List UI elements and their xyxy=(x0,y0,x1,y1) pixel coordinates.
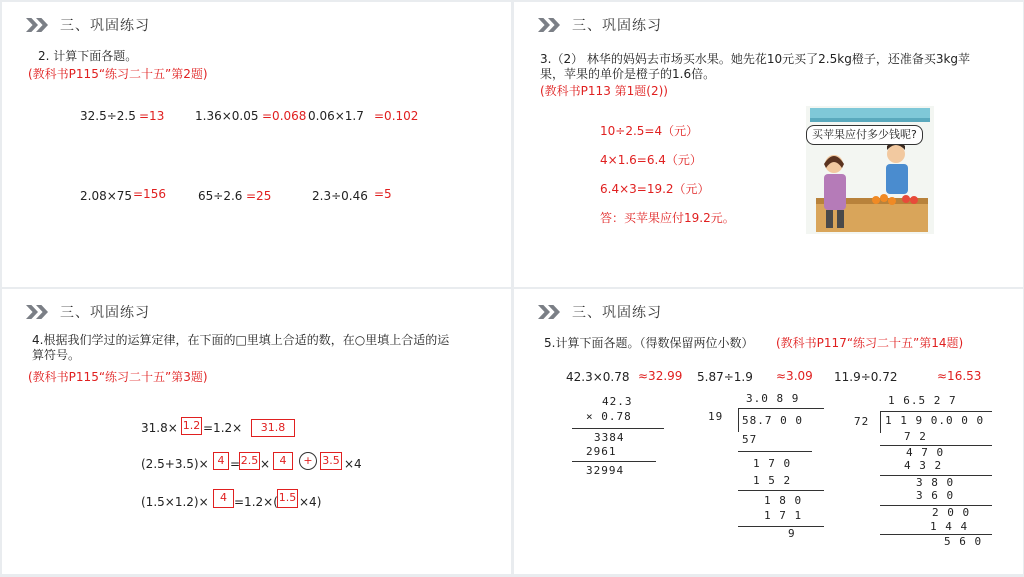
calc2-quotient: 3.0 8 9 xyxy=(746,392,800,405)
row2-expr-e: ×4 xyxy=(344,457,362,471)
textbook-reference: (教科书P115“练习二十五”第2题) xyxy=(28,67,208,81)
row2-box-4[interactable]: 3.5 xyxy=(320,452,342,470)
expr-1: 42.3×0.78 xyxy=(566,370,630,384)
row1-expr-a: 31.8× xyxy=(141,421,178,435)
section-header xyxy=(26,15,150,35)
answer-2: ≈3.09 xyxy=(776,369,813,383)
calc3-row: 3 8 0 xyxy=(916,476,955,489)
expr-6: 2.3÷0.46 xyxy=(312,189,368,203)
calc3-quotient: 1 6.5 2 7 xyxy=(888,394,957,407)
row2-box-3[interactable]: 4 xyxy=(273,452,293,470)
calc1-rule xyxy=(572,428,664,429)
calc2-divisor: 19 xyxy=(708,410,724,423)
row2-times: × xyxy=(260,457,271,471)
expr-4: 2.08×75 xyxy=(80,189,133,203)
row1-box-2[interactable]: 31.8 xyxy=(251,419,295,437)
expr-3: 0.06×1.7 xyxy=(308,109,364,123)
calc1-line: 42.3 xyxy=(602,395,633,408)
question-line-2: 算符号。 xyxy=(32,348,81,362)
textbook-reference: (教科书P113 第1题(2)) xyxy=(540,84,668,98)
row2-box-1[interactable]: 4 xyxy=(213,452,229,470)
calc3-row: 4 3 2 xyxy=(904,459,943,472)
calc2-dividend: 58.7 0 0 xyxy=(742,414,803,427)
double-chevron-icon xyxy=(26,18,46,32)
calc2-row: 57 xyxy=(742,433,758,446)
answer-4: =156 xyxy=(133,187,166,201)
speech-bubble: 买苹果应付多少钱呢? xyxy=(806,125,923,145)
calc3-row: 7 2 xyxy=(904,430,927,443)
expr-2: 1.36×0.05 xyxy=(195,109,259,123)
calc2-rule xyxy=(738,451,812,452)
calc2-row: 1 7 0 xyxy=(753,457,792,470)
calc2-row: 9 xyxy=(788,527,796,540)
step-1: 10÷2.5=4（元） xyxy=(600,124,699,138)
calc2-rule xyxy=(738,490,824,491)
row2-operator-circle[interactable]: + xyxy=(299,452,317,470)
slide-word-problem xyxy=(514,2,1023,287)
calc3-row: 5 6 0 xyxy=(944,535,983,548)
calc3-dividend: 1 1 9 0.0 0 0 xyxy=(885,414,985,427)
double-chevron-icon xyxy=(538,18,558,32)
step-2: 4×1.6=6.4（元） xyxy=(600,153,702,167)
question-text: 2. 计算下面各题。 xyxy=(38,49,138,63)
calc3-row: 3 6 0 xyxy=(916,489,955,502)
double-chevron-icon xyxy=(538,305,558,319)
calc3-bracket xyxy=(880,411,881,433)
section-title: 三、巩固练习 xyxy=(60,18,150,34)
row1-expr-c: =1.2× xyxy=(203,421,243,435)
row2-expr-a: (2.5+3.5)× xyxy=(141,457,209,471)
calc2-bracket xyxy=(738,408,739,432)
row3-expr-d: ×4) xyxy=(299,495,322,509)
answer-3: ≈16.53 xyxy=(937,369,982,383)
question-line-2: 果，苹果的单价是橙子的1.6倍。 xyxy=(540,67,716,81)
calc3-divisor: 72 xyxy=(854,415,870,428)
textbook-reference: (教科书P115“练习二十五”第3题) xyxy=(28,370,208,384)
section-header xyxy=(538,302,662,322)
calc1-line: 2961 xyxy=(586,445,617,458)
calc1-line: 32994 xyxy=(586,464,625,477)
answer-3: =0.102 xyxy=(374,109,419,123)
calc2-row: 1 7 1 xyxy=(764,509,803,522)
calc2-rule xyxy=(738,408,824,409)
calc2-row: 1 8 0 xyxy=(764,494,803,507)
question-line-1: 4.根据我们学过的运算定律，在下面的□里填上合适的数，在○里填上合适的运 xyxy=(32,333,450,347)
calc2-rule xyxy=(738,526,824,527)
expr-5: 65÷2.6 xyxy=(198,189,243,203)
step-3: 6.4×3=19.2（元） xyxy=(600,182,710,196)
slide-calc-2 xyxy=(2,2,511,287)
calc3-row: 4 7 0 xyxy=(906,446,945,459)
question-text: 5.计算下面各题。（得数保留两位小数） xyxy=(544,336,754,350)
slide-operation-laws xyxy=(2,289,511,574)
row1-box-1[interactable]: 1.2 xyxy=(181,417,202,435)
row3-expr-a: (1.5×1.2)× xyxy=(141,495,209,509)
calc1-line: 3384 xyxy=(594,431,625,444)
double-chevron-icon xyxy=(26,305,46,319)
calc2-row: 1 5 2 xyxy=(753,474,792,487)
calc3-row: 1 4 4 xyxy=(930,520,969,533)
row3-box-2[interactable]: 1.5 xyxy=(277,489,298,508)
calc3-row: 2 0 0 xyxy=(932,506,971,519)
section-header xyxy=(538,15,662,35)
calc3-rule xyxy=(880,411,992,412)
section-title: 三、巩固练习 xyxy=(572,305,662,321)
expr-1: 32.5÷2.5 xyxy=(80,109,136,123)
slide-rounding xyxy=(514,289,1023,574)
row3-expr-c: =1.2×( xyxy=(234,495,278,509)
answer-5: =25 xyxy=(246,189,272,203)
answer-2: =0.068 xyxy=(262,109,307,123)
answer-1: ≈32.99 xyxy=(638,369,683,383)
row2-equals: = xyxy=(230,457,241,471)
row3-box-1[interactable]: 4 xyxy=(213,489,234,508)
expr-2: 5.87÷1.9 xyxy=(697,370,753,384)
expr-3: 11.9÷0.72 xyxy=(834,370,898,384)
section-header xyxy=(26,302,150,322)
calc1-rule xyxy=(572,461,656,462)
textbook-reference: (教科书P117“练习二十五”第14题) xyxy=(776,336,964,350)
answer-line: 答：买苹果应付19.2元。 xyxy=(600,211,735,225)
section-title: 三、巩固练习 xyxy=(572,18,662,34)
calc1-line: × 0.78 xyxy=(586,410,632,423)
row2-box-2[interactable]: 2.5 xyxy=(239,452,260,470)
answer-1: =13 xyxy=(139,109,165,123)
question-line-1: 3.（2） 林华的妈妈去市场买水果。她先花10元买了2.5kg橙子，还准备买3kg苹 xyxy=(540,52,971,66)
section-title: 三、巩固练习 xyxy=(60,305,150,321)
answer-6: =5 xyxy=(374,187,392,201)
